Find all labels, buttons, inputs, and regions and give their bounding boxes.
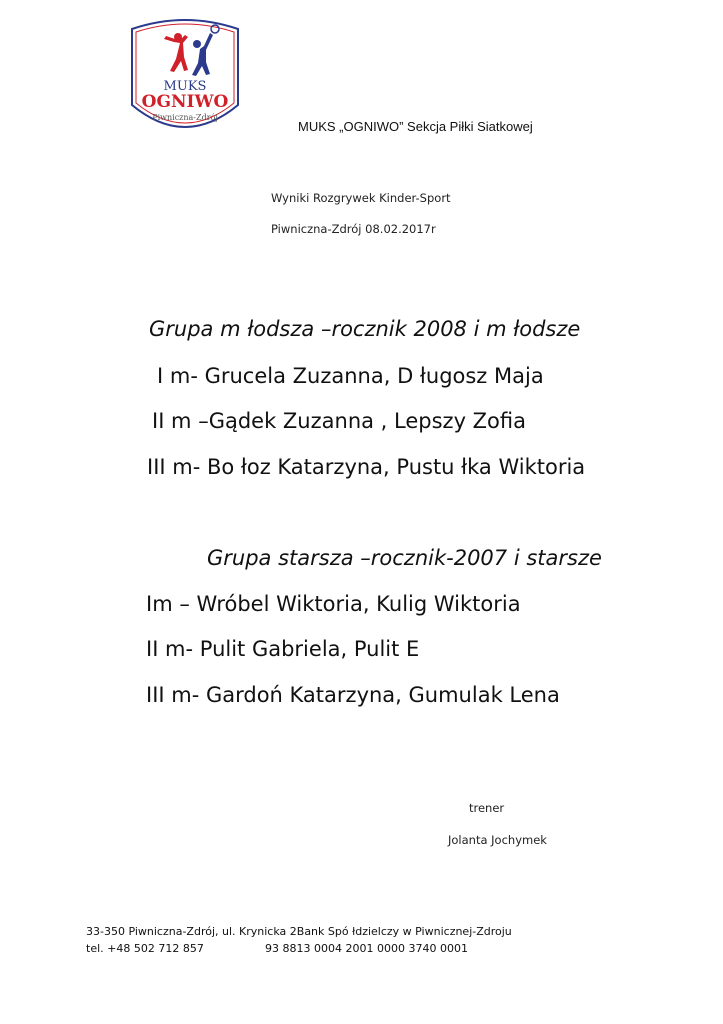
footer-address: 33-350 Piwniczna-Zdrój, ul. Krynicka 2Bank Spó łdzielczy w Piwnicznej-Zdroju <box>86 925 512 938</box>
group-young-title: Grupa m łodsza –rocznik 2008 i m łodsze <box>149 317 581 341</box>
document-subtitle: Wyniki Rozgrywek Kinder-Sport <box>271 191 451 205</box>
group-old-title: Grupa starsza –rocznik-2007 i starsze <box>207 546 602 570</box>
org-name: MUKS „OGNIWO” Sekcja Piłki Siatkowej <box>298 119 533 134</box>
logo-text-muks: MUKS <box>163 79 207 94</box>
signature-name: Jolanta Jochymek <box>448 833 547 847</box>
group-old-place-2: II m- Pulit Gabriela, Pulit E <box>146 637 420 661</box>
group-old-place-3: III m- Gardoń Katarzyna, Gumulak Lena <box>146 683 560 707</box>
logo-text-ogniwo: OGNIWO <box>141 92 229 112</box>
footer-bank-account: 93 8813 0004 2001 0000 3740 0001 <box>265 942 468 955</box>
group-young-place-1: I m- Grucela Zuzanna, D ługosz Maja <box>157 364 544 388</box>
footer-phone: tel. +48 502 712 857 <box>86 942 204 955</box>
group-young-place-3: III m- Bo łoz Katarzyna, Pustu łka Wiktoria <box>147 455 586 479</box>
signature-role: trener <box>469 801 505 815</box>
logo-text-town: Piwniczna-Zdrój <box>152 113 218 122</box>
place-date: Piwniczna-Zdrój 08.02.2017r <box>271 222 436 236</box>
club-logo <box>126 13 244 141</box>
group-old-place-1: Im – Wróbel Wiktoria, Kulig Wiktoria <box>146 592 521 616</box>
group-young-place-2: II m –Gądek Zuzanna , Lepszy Zofia <box>152 409 527 433</box>
